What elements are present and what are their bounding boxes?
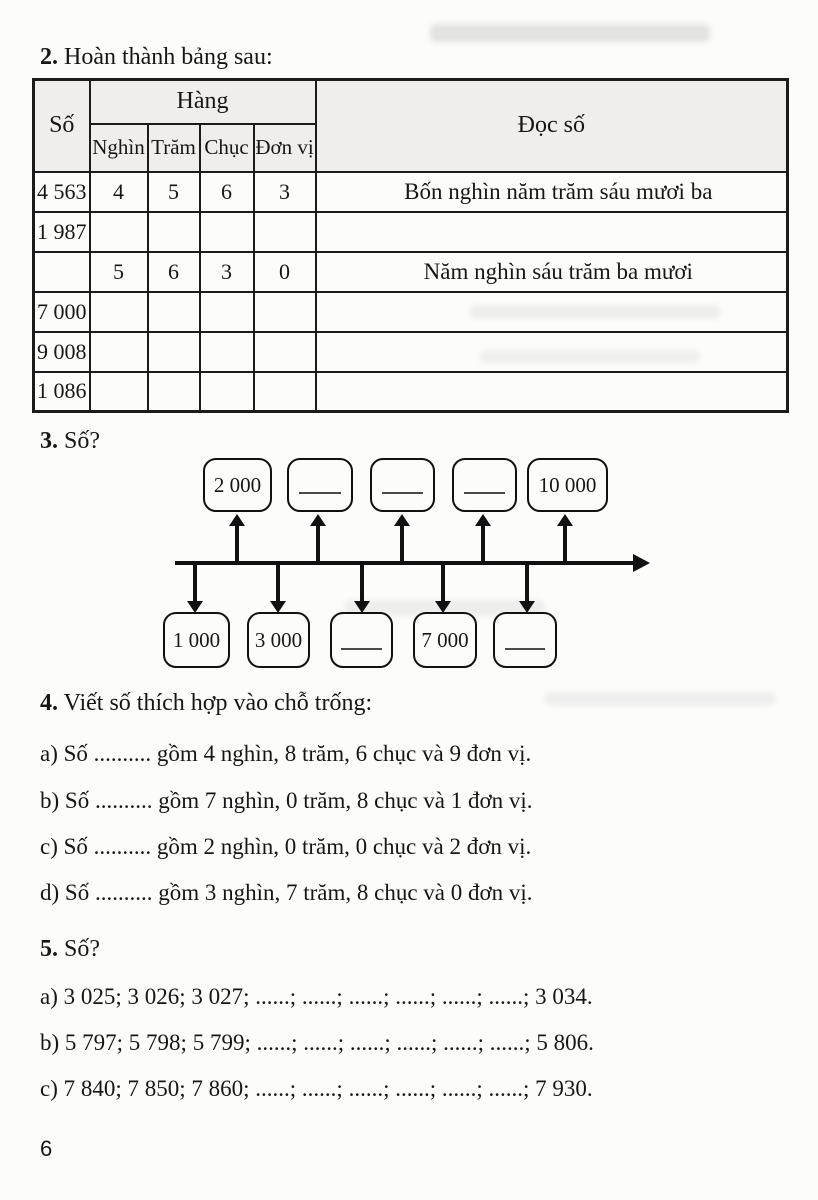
cell-tram: 6 [148,252,200,292]
cell-donvi [254,292,316,332]
cell-docso [316,332,788,372]
table-row [34,332,788,372]
exercise5-title: Số? [64,936,100,962]
value-box-bottom-4 [413,612,477,668]
table-row [34,172,788,212]
down-arrow-icon [519,563,535,613]
value-box-label: 3 000 [254,627,303,652]
blank-line [382,492,423,494]
cell-chuc [200,212,254,252]
value-box-bottom-3 [330,612,393,668]
cell-so [34,252,90,292]
down-arrow-icon [435,563,451,613]
value-box-bottom-2 [247,612,310,668]
down-arrow-icon [187,563,203,613]
table-row [34,372,788,412]
cell-so: 1 987 [34,212,90,252]
value-box-label: 1 000 [172,627,221,652]
col-header-nghin: Nghìn [90,124,148,172]
cell-nghin: 5 [90,252,148,292]
cell-donvi [254,372,316,412]
cell-chuc [200,292,254,332]
exercise4-item-d: d) Số .......... gồm 3 nghìn, 7 trăm, 8 chục và 0 đơn vị. [40,880,533,905]
blank-line [505,648,546,650]
exercise5-item-a: a) 3 025; 3 026; 3 027; ......; ......; ......; ......; ......; ......; 3 034. [40,984,593,1009]
value-box-top-5 [527,458,608,512]
blank-line [464,492,505,494]
exercise2-number: 2. [40,44,58,70]
exercise4-heading [40,690,372,717]
up-arrow-icon [394,514,410,564]
value-box-bottom-1 [163,612,230,668]
cell-nghin [90,372,148,412]
cell-chuc: 6 [200,172,254,212]
down-arrow-icon [270,563,286,613]
table-row [34,292,788,332]
exercise4-item-c: c) Số .......... gồm 2 nghìn, 0 trăm, 0 chục và 2 đơn vị. [40,834,532,859]
value-box-top-1 [203,458,272,512]
cell-so: 4 563 [34,172,90,212]
col-header-donvi: Đơn vị [254,124,316,172]
down-arrow-icon [354,563,370,613]
cell-nghin: 4 [90,172,148,212]
cell-tram [148,292,200,332]
cell-docso [316,292,788,332]
col-header-so: Số [34,80,90,172]
bleed-through-artifact [545,692,775,706]
cell-chuc: 3 [200,252,254,292]
place-value-table [32,78,789,413]
value-box-top-2 [287,458,353,512]
cell-so: 7 000 [34,292,90,332]
value-box-top-4 [452,458,517,512]
bleed-through-artifact [430,24,710,42]
value-box-top-3 [370,458,435,512]
exercise4-title: Viết số thích hợp vào chỗ trống: [63,690,373,716]
cell-donvi: 3 [254,172,316,212]
cell-docso [316,372,788,412]
col-header-docso: Đọc số [316,80,788,172]
number-line-arrowhead-icon [633,554,650,572]
exercise5-item-c: c) 7 840; 7 850; 7 860; ......; ......; ......; ......; ......; ......; 7 930. [40,1076,593,1101]
cell-nghin [90,212,148,252]
cell-chuc [200,372,254,412]
cell-tram [148,372,200,412]
col-header-chuc: Chục [200,124,254,172]
up-arrow-icon [557,514,573,564]
exercise3-number: 3. [40,428,58,454]
value-box-label: 7 000 [421,627,469,652]
up-arrow-icon [229,514,245,564]
cell-docso: Năm nghìn sáu trăm ba mươi [316,252,788,292]
value-box-bottom-5 [493,612,557,668]
exercise4-number: 4. [40,690,58,716]
cell-tram: 5 [148,172,200,212]
exercise3-title: Số? [64,428,100,454]
up-arrow-icon [475,514,491,564]
cell-donvi: 0 [254,252,316,292]
cell-tram [148,212,200,252]
exercise2-heading [40,44,273,71]
cell-tram [148,332,200,372]
cell-donvi [254,212,316,252]
cell-so: 9 008 [34,332,90,372]
col-header-tram: Trăm [148,124,200,172]
exercise4-item-a: a) Số .......... gồm 4 nghìn, 8 trăm, 6 chục và 9 đơn vị. [40,741,532,766]
blank-line [299,492,341,494]
col-header-hang: Hàng [90,80,316,124]
table-row [34,252,788,292]
cell-docso [316,212,788,252]
up-arrow-icon [310,514,326,564]
number-line [175,561,637,565]
page-number: 6 [40,1136,53,1161]
table-row [34,212,788,252]
exercise5-item-b: b) 5 797; 5 798; 5 799; ......; ......; ......; ......; ......; ......; 5 806. [40,1030,594,1055]
cell-docso: Bốn nghìn năm trăm sáu mươi ba [316,172,788,212]
number-line-diagram [0,450,818,685]
exercise4-item-b: b) Số .......... gồm 7 nghìn, 0 trăm, 8 chục và 1 đơn vị. [40,788,533,813]
cell-nghin [90,292,148,332]
cell-chuc [200,332,254,372]
value-box-label: 10 000 [538,472,597,497]
cell-donvi [254,332,316,372]
cell-nghin [90,332,148,372]
exercise5-heading [40,936,100,963]
cell-so: 1 086 [34,372,90,412]
blank-line [341,648,381,650]
value-box-label: 2 000 [213,472,262,497]
exercise2-title: Hoàn thành bảng sau: [64,44,273,70]
exercise5-number: 5. [40,936,58,962]
